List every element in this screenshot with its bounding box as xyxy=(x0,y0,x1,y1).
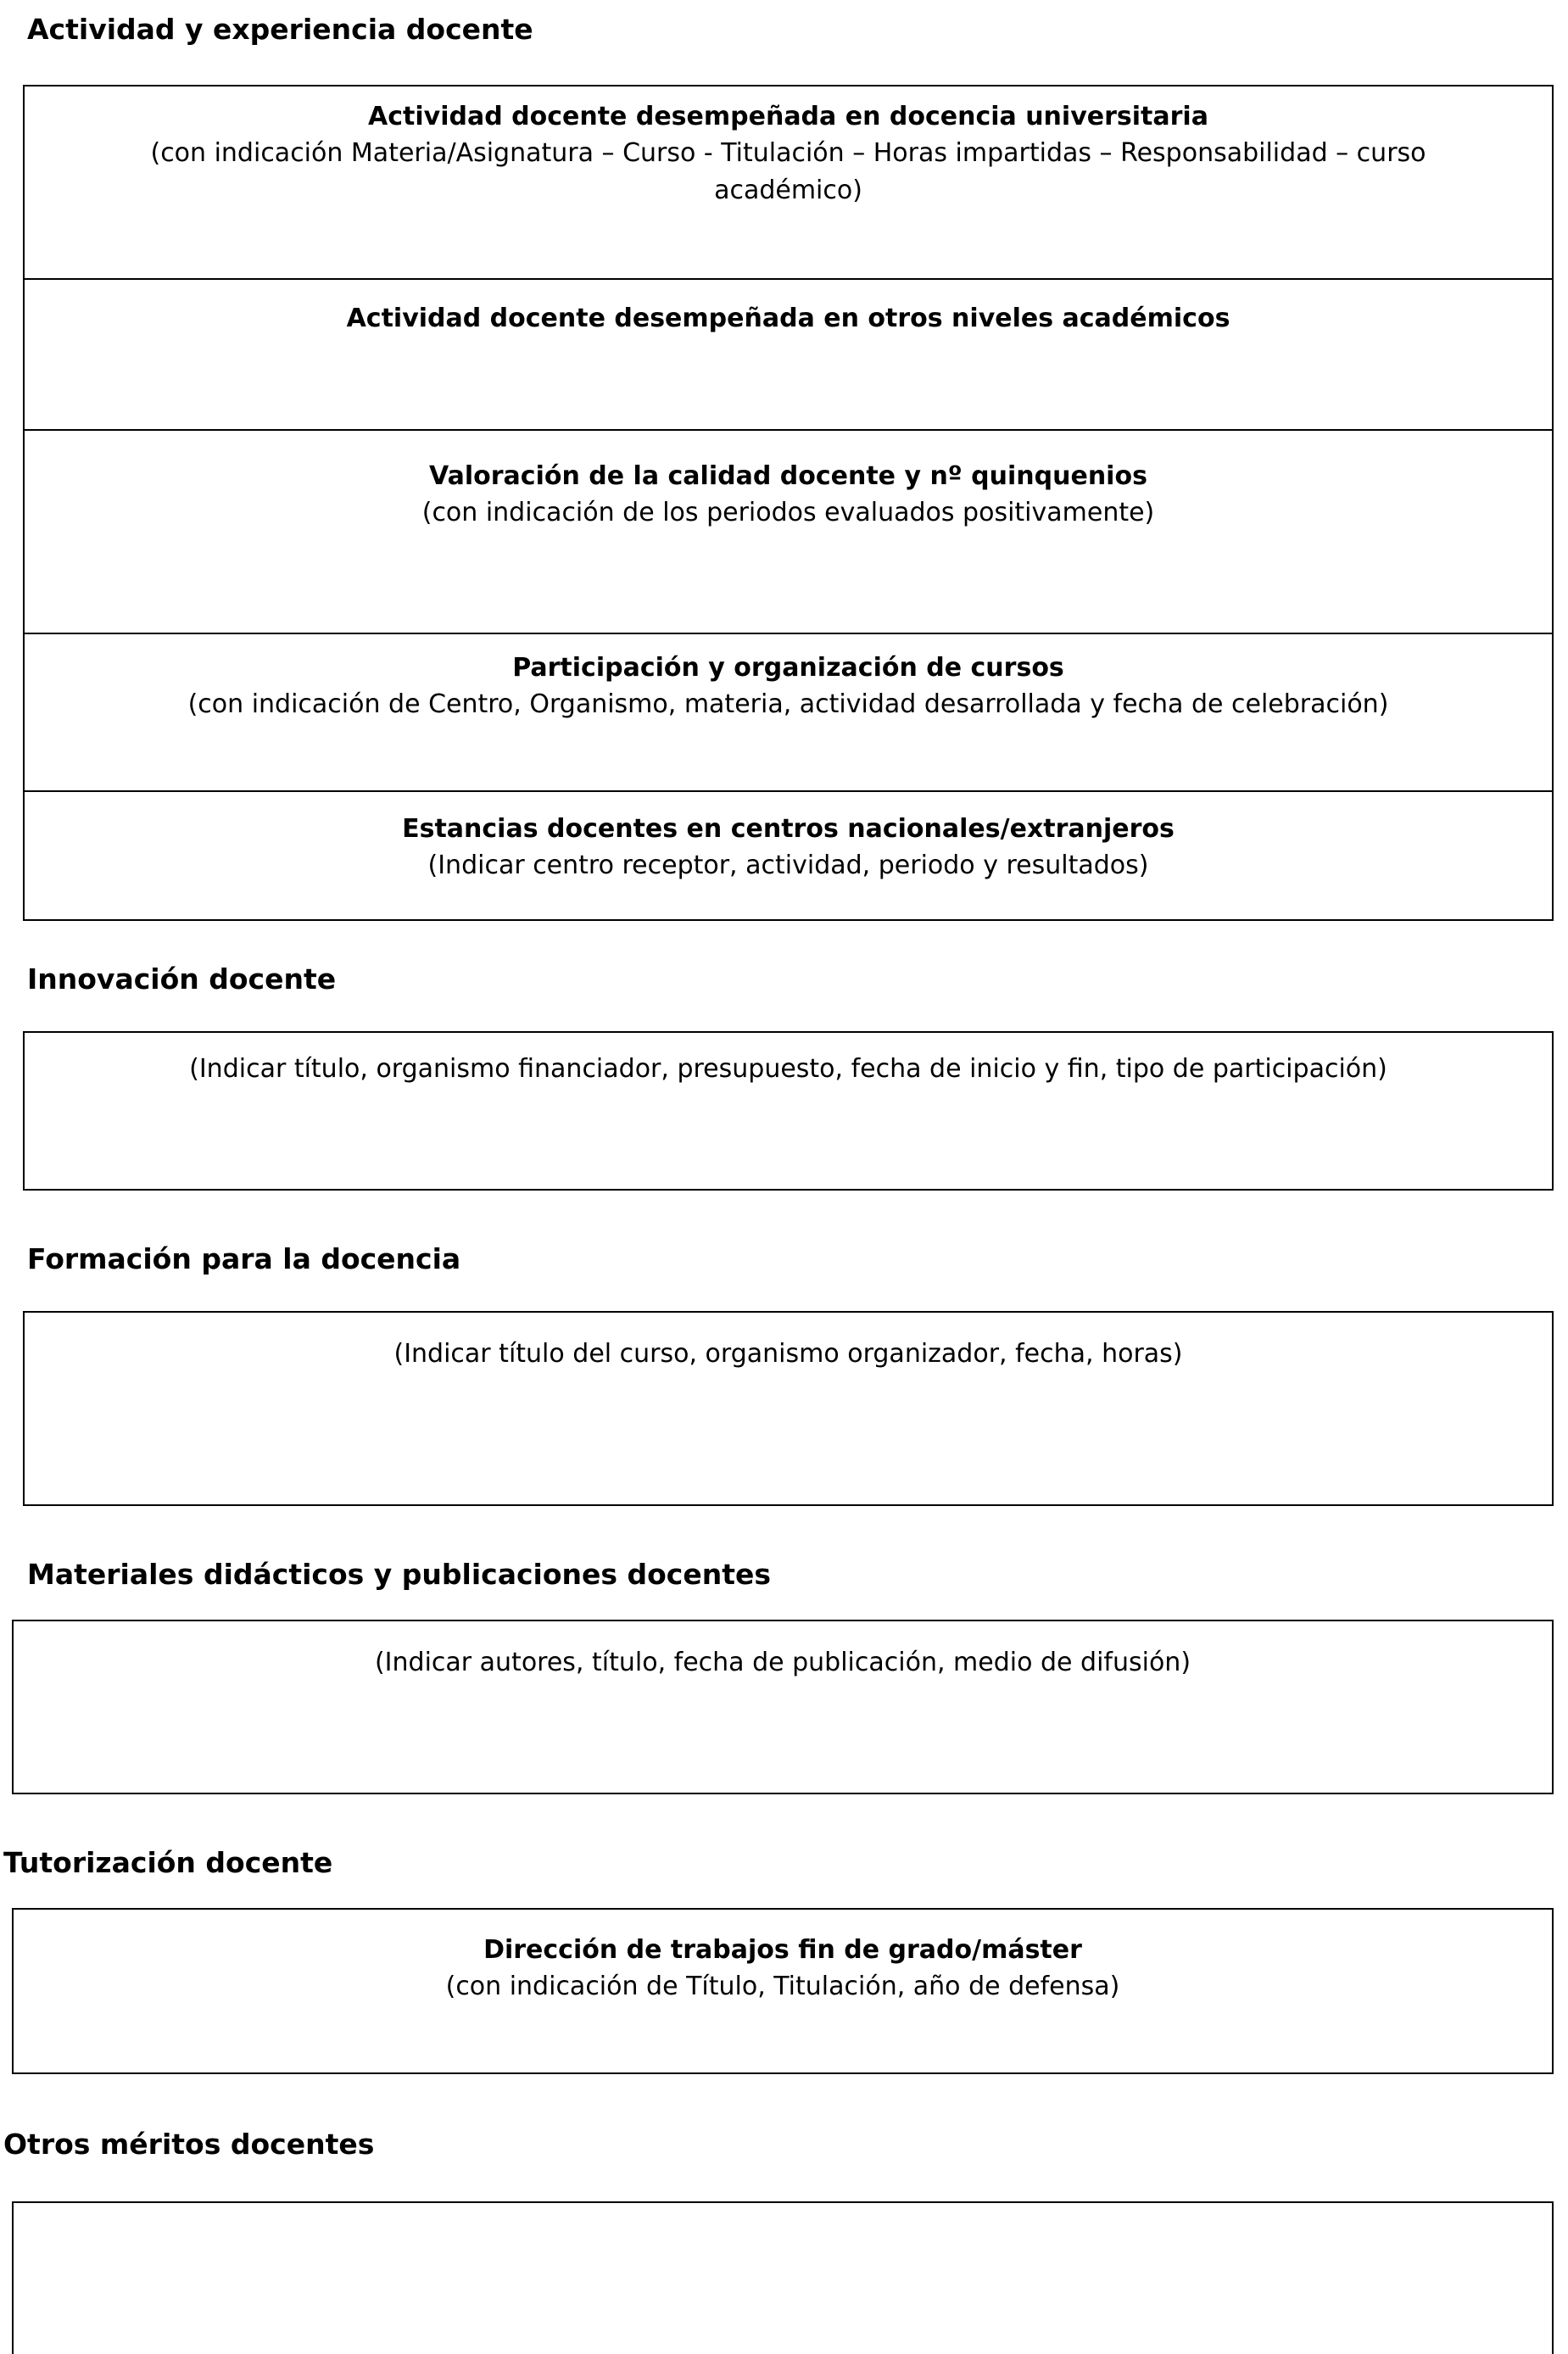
row-note: (con indicación de los periodos evaluados positivamente) xyxy=(421,498,1155,528)
row-title: Actividad docente desempeñada en otros niveles académicos xyxy=(346,303,1230,333)
materials-box xyxy=(12,1620,1554,1794)
heading-innovation: Innovación docente xyxy=(27,962,337,996)
table-row-teaching-stays xyxy=(25,792,1552,919)
heading-teaching-activity: Actividad y experiencia docente xyxy=(27,13,533,46)
row-title: Participación y organización de cursos xyxy=(512,652,1064,683)
heading-tutoring: Tutorización docente xyxy=(3,1845,333,1879)
teaching-activity-table xyxy=(23,85,1554,921)
row-note: (con indicación Materia/Asignatura – Curso - Titulación – Horas impartidas – Responsabilidad – curso académico) xyxy=(150,138,1426,205)
box-note: (con indicación de Título, Titulación, año de defensa) xyxy=(445,1972,1120,2002)
heading-materials: Materiales didácticos y publicaciones docentes xyxy=(27,1557,772,1591)
tutoring-box xyxy=(12,1908,1554,2074)
other-merits-box xyxy=(12,2201,1554,2354)
innovation-box xyxy=(23,1031,1554,1191)
heading-other-merits: Otros méritos docentes xyxy=(3,2127,375,2161)
training-box xyxy=(23,1311,1554,1506)
table-row-university-teaching xyxy=(25,86,1552,280)
box-note: (Indicar título del curso, organismo organizador, fecha, horas) xyxy=(393,1338,1183,1369)
row-note: (Indicar centro receptor, actividad, periodo y resultados) xyxy=(427,851,1149,881)
table-row-other-academic-levels xyxy=(25,280,1552,431)
box-note: (Indicar autores, título, fecha de publicación, medio de difusión) xyxy=(374,1647,1191,1677)
row-title: Valoración de la calidad docente y nº quinquenios xyxy=(429,460,1147,491)
box-note: (Indicar título, organismo financiador, presupuesto, fecha de inicio y fin, tipo de participación) xyxy=(189,1053,1387,1084)
box-title: Dirección de trabajos fin de grado/máster xyxy=(483,1934,1082,1965)
heading-training: Formación para la docencia xyxy=(27,1241,461,1275)
table-row-quality-assessment xyxy=(25,431,1552,634)
table-row-course-participation xyxy=(25,634,1552,792)
row-title: Estancias docentes en centros nacionales/extranjeros xyxy=(402,813,1175,844)
row-note: (con indicación de Centro, Organismo, materia, actividad desarrollada y fecha de celebración) xyxy=(187,689,1389,720)
row-title: Actividad docente desempeñada en docencia universitaria xyxy=(368,101,1208,131)
